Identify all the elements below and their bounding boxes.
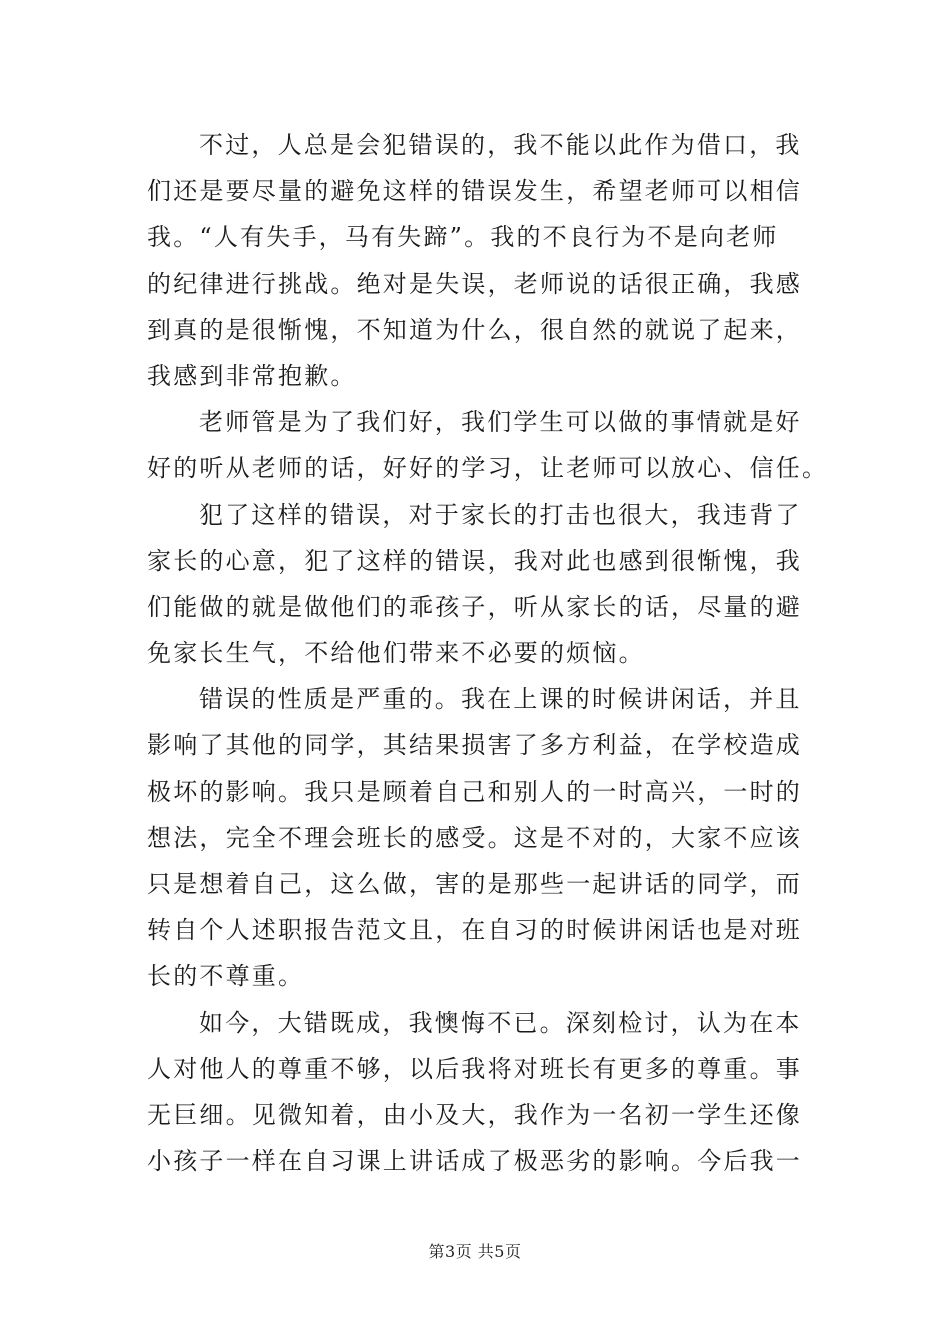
text-line: 我。“人有失手，马有失蹄”。我的不良行为不是向老师 — [147, 223, 779, 252]
document-body — [147, 122, 829, 1184]
text-line: 影响了其他的同学，其结果损害了多方利益，在学校造成 — [147, 731, 802, 760]
text-line: 们还是要尽量的避免这样的错误发生，希望老师可以相信 — [147, 177, 802, 206]
text-line: 如今，大错既成，我懊悔不已。深刻检讨，认为在本 — [199, 1008, 802, 1037]
text-line: 长的不尊重。 — [147, 962, 305, 991]
text-line: 免家长生气，不给他们带来不必要的烦恼。 — [147, 639, 645, 668]
paragraph-3 — [147, 492, 807, 677]
text-line: 好的听从老师的话，好好的学习，让老师可以放心、信任。 — [147, 454, 829, 483]
paragraph-1 — [147, 122, 807, 399]
text-line: 人对他人的尊重不够，以后我将对班长有更多的尊重。事 — [147, 1054, 802, 1083]
text-line: 犯了这样的错误，对于家长的打击也很大，我违背了 — [199, 500, 802, 529]
text-line: 老师管是为了我们好，我们学生可以做的事情就是好 — [199, 408, 802, 437]
text-line: 到真的是很惭愧，不知道为什么，很自然的就说了起来， — [147, 315, 802, 344]
text-line: 极坏的影响。我只是顾着自己和别人的一时高兴，一时的 — [147, 777, 802, 806]
text-line: 们能做的就是做他们的乖孩子，听从家长的话，尽量的避 — [147, 592, 802, 621]
paragraph-4 — [147, 676, 807, 999]
paragraph-5 — [147, 1000, 807, 1185]
paragraph-2 — [147, 399, 829, 491]
text-line: 家长的心意，犯了这样的错误，我对此也感到很惭愧，我 — [147, 546, 802, 575]
text-line: 错误的性质是严重的。我在上课的时候讲闲话，并且 — [199, 685, 802, 714]
text-line: 的纪律进行挑战。绝对是失误，老师说的话很正确，我感 — [147, 269, 802, 298]
text-line: 只是想着自己，这么做，害的是那些一起讲话的同学，而 — [147, 870, 802, 898]
text-line: 我感到非常抱歉。 — [147, 361, 357, 390]
page-number-footer: 第3页 共5页 — [428, 1242, 522, 1261]
text-line: 想法，完全不理会班长的感受。这是不对的，大家不应该 — [147, 823, 802, 852]
text-line: 转自个人述职报告范文且，在自习的时候讲闲话也是对班 — [147, 916, 802, 945]
text-line: 无巨细。见微知着，由小及大，我作为一名初一学生还像 — [147, 1100, 802, 1129]
text-line: 不过，人总是会犯错误的，我不能以此作为借口，我 — [199, 131, 802, 159]
text-line: 小孩子一样在自习课上讲话成了极恶劣的影响。今后我一 — [147, 1147, 802, 1176]
